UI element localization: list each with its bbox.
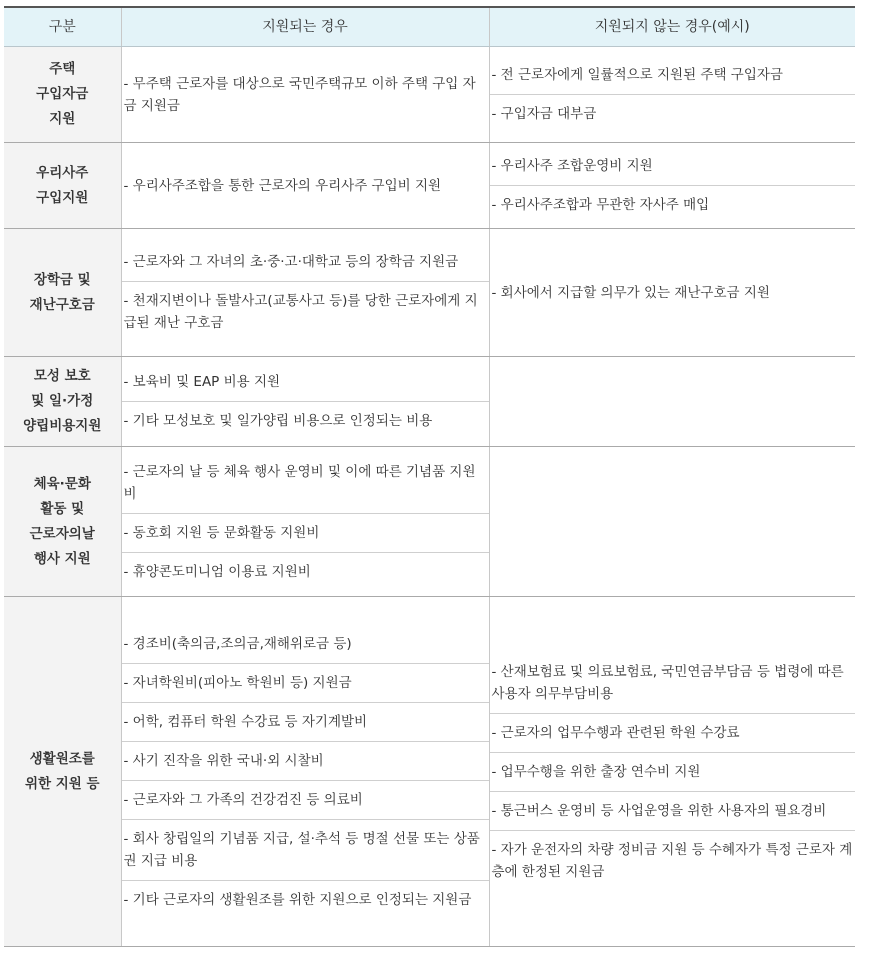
list-item: - 기타 근로자의 생활원조를 위한 지원으로 인정되는 지원금: [123, 891, 472, 908]
list-item: - 천재지변이나 돌발사고(교통사고 등)를 당한 근로자에게 지급된 재난 구호금: [123, 293, 478, 331]
list-item: - 전 근로자에게 일률적으로 지원된 주택 구입자금: [490, 56, 856, 95]
list-item: - 근로자와 그 가족의 건강검진 등 의료비: [122, 781, 489, 820]
table-row: [4, 357, 855, 447]
row-category: 주택 구입자금 지원: [4, 47, 121, 143]
list-item: - 어학, 컴퓨터 학원 수강료 등 자기계발비: [122, 703, 489, 742]
supported-cell: [121, 447, 489, 597]
table-row: [4, 47, 855, 143]
header-supported: 지원되는 경우: [121, 7, 489, 47]
list-item: - 구입자금 대부금: [491, 106, 597, 122]
supported-cell: [121, 229, 489, 357]
list-item: - 보육비 및 EAP 비용 지원: [122, 363, 489, 402]
list-item: - 회사 창립일의 기념품 지급, 설·추석 등 명절 선물 또는 상품권 지급 비용: [122, 820, 489, 881]
supported-cell: [121, 47, 489, 143]
list-item: - 통근버스 운영비 등 사업운영을 위한 사용자의 필요경비: [490, 792, 856, 831]
list-item: - 사기 진작을 위한 국내·외 시찰비: [122, 742, 489, 781]
row-category: 체육·문화 활동 및 근로자의날 행사 지원: [4, 447, 121, 597]
supported-cell: [121, 143, 489, 229]
not-supported-cell: [489, 143, 855, 229]
table-row: [4, 143, 855, 229]
not-supported-cell: [489, 357, 855, 447]
list-item: - 근로자의 날 등 체육 행사 운영비 및 이에 따른 기념품 지원비: [122, 453, 489, 514]
not-supported-cell: [489, 447, 855, 597]
row-category: 우리사주 구입지원: [4, 143, 121, 229]
list-item: - 우리사주조합과 무관한 자사주 매입: [491, 197, 710, 213]
not-supported-cell: [489, 597, 855, 947]
row-category: 장학금 및 재난구호금: [4, 229, 121, 357]
list-item: - 기타 모성보호 및 일가양립 비용으로 인정되는 비용: [123, 413, 433, 429]
table-header-row: [4, 7, 855, 47]
list-item: - 산재보험료 및 의료보험료, 국민연금부담금 등 법령에 따른 사용자 의무부담비용: [490, 653, 856, 714]
table-row: [4, 597, 855, 947]
header-not-supported: 지원되지 않는 경우(예시): [489, 7, 855, 47]
list-item: - 근로자와 그 자녀의 초·중·고·대학교 등의 장학금 지원금: [122, 243, 489, 282]
not-supported-cell: [489, 47, 855, 143]
list-item: - 근로자의 업무수행과 관련된 학원 수강료: [490, 714, 856, 753]
supported-cell: [121, 597, 489, 947]
list-item: - 휴양콘도미니엄 이용료 지원비: [123, 563, 311, 580]
list-item: - 우리사주 조합운영비 지원: [490, 147, 856, 186]
list-item: - 동호회 지원 등 문화활동 지원비: [122, 514, 489, 553]
table-row: [4, 229, 855, 357]
list-item: - 자녀학원비(피아노 학원비 등) 지원금: [122, 664, 489, 703]
table-row: [4, 447, 855, 597]
support-table: [4, 6, 855, 947]
list-item: - 업무수행을 위한 출장 연수비 지원: [490, 753, 856, 792]
list-item: - 무주택 근로자를 대상으로 국민주택규모 이하 주택 구입 자금 지원금: [123, 75, 476, 114]
header-category: 구분: [4, 7, 121, 47]
list-item: - 자가 운전자의 차량 정비금 지원 등 수혜자가 특정 근로자 계층에 한정된 지원금: [491, 841, 853, 880]
list-item: - 경조비(축의금,조의금,재해위로금 등): [122, 625, 489, 664]
list-item: - 우리사주조합을 통한 근로자의 우리사주 구입비 지원: [123, 177, 442, 194]
list-item: - 회사에서 지급할 의무가 있는 재난구호금 지원: [491, 284, 770, 301]
row-category: 생활원조를 위한 지원 등: [4, 597, 121, 947]
not-supported-cell: [489, 229, 855, 357]
row-category: 모성 보호 및 일·가정 양립비용지원: [4, 357, 121, 447]
supported-cell: [121, 357, 489, 447]
